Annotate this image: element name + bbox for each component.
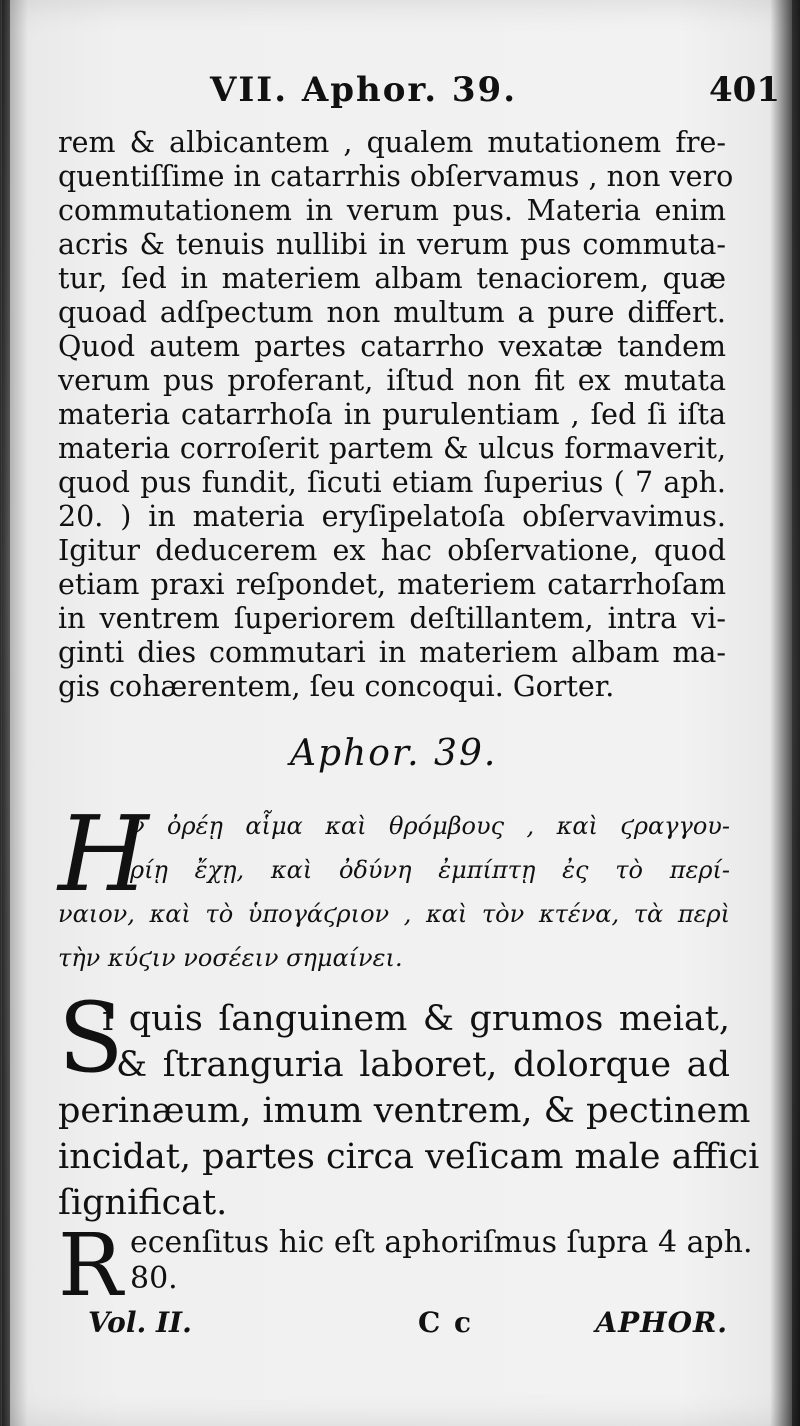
header-title: VII. Aphor. 39. (210, 70, 518, 110)
greek-text (58, 793, 730, 980)
paragraph-line: Igitur deducerem ex hac obſervatione, quod (58, 534, 726, 567)
aphorism-heading: Aphor. 39. (290, 733, 498, 774)
greek-aphorism (58, 793, 730, 984)
greek-line: τὴν κύϛιν νοσέειν σημαίνει. (58, 944, 403, 972)
paragraph-line: commutationem in verum pus. Materia enim (58, 194, 726, 227)
greek-line: ν ὀρέῃ αἷμα καὶ θρόμβους , καὶ ϛραγγου- (130, 812, 730, 840)
latin-line: perinæum, imum ventrem, & pectinem (58, 1091, 751, 1131)
greek-line: ρίῃ ἔχῃ, καὶ ὀδύνη ἐμπίπτῃ ἐς τὸ περί- (130, 856, 730, 884)
paragraph-line: gis cohærentem, ſeu concoqui. Gorter. (58, 670, 615, 703)
greek-line: ναιον, καὶ τὸ ὑπογάϛριον , καὶ τὸν κτένα, τὰ περὶ (58, 900, 730, 928)
signature-mark: C c (418, 1306, 474, 1339)
latin-drop-capital: S (58, 982, 124, 1094)
paragraph-line: quod pus fundit, ſicuti etiam ſuperius ( 7 aph. (58, 466, 726, 499)
commentary-line: ecenſitus hic eſt aphoriſmus ſupra 4 aph. (130, 1225, 753, 1260)
latin-line: & ſtranguria laboret, dolorque ad (116, 1045, 730, 1085)
paragraph-line: acris & tenuis nullibi in verum pus commuta- (58, 228, 726, 261)
paragraph-line: 20. ) in materia eryſipelatoſa obſervavimus. (58, 500, 726, 533)
paragraph-line: tur, ſed in materiem albam tenaciorem, quæ (58, 262, 726, 295)
paragraph-line: rem & albicantem , qualem mutationem fre- (58, 126, 726, 159)
paragraph-line: verum pus proferant, iſtud non fit ex mutata (58, 364, 726, 397)
paragraph-line: in ventrem ſuperiorem deſtillantem, intra vi- (58, 602, 726, 635)
volume-label: Vol. II. (88, 1306, 192, 1339)
page-footer (88, 1306, 728, 1342)
latin-line: i quis ſanguinem & grumos meiat, (102, 999, 730, 1039)
left-binding-edge (2, 0, 10, 1426)
paragraph-line: quoad adſpectum non multum a pure differt. (58, 296, 726, 329)
opening-paragraph (58, 126, 734, 704)
greek-drop-capital: H (58, 793, 149, 915)
latin-aphorism (58, 982, 760, 1223)
paragraph-line: Quod autem partes catarrho vexatæ tandem (58, 330, 726, 363)
paragraph-line: materia corroſerit partem & ulcus formaverit, (58, 432, 726, 465)
running-header (60, 60, 780, 118)
catchword: APHOR. (595, 1306, 728, 1339)
right-scan-edge (792, 0, 800, 1426)
paragraph-line: quentiſſime in catarrhis obſervamus , non vero (58, 160, 734, 193)
commentary-line: 80. (130, 1261, 178, 1296)
paragraph-line: etiam praxi reſpondet, materiem catarrhoſam (58, 568, 726, 601)
paragraph-line: materia catarrhoſa in purulentiam , ſed ſi iſta (58, 398, 726, 431)
paragraph-line: ginti dies commutari in materiem albam ma- (58, 636, 726, 669)
commentary-drop-capital: R (58, 1216, 123, 1316)
page-number: 401 (709, 70, 780, 110)
commentary-paragraph (58, 1216, 753, 1316)
latin-line: ſignificat. (58, 1183, 228, 1223)
latin-line: incidat, partes circa veſicam male affici (58, 1137, 760, 1177)
